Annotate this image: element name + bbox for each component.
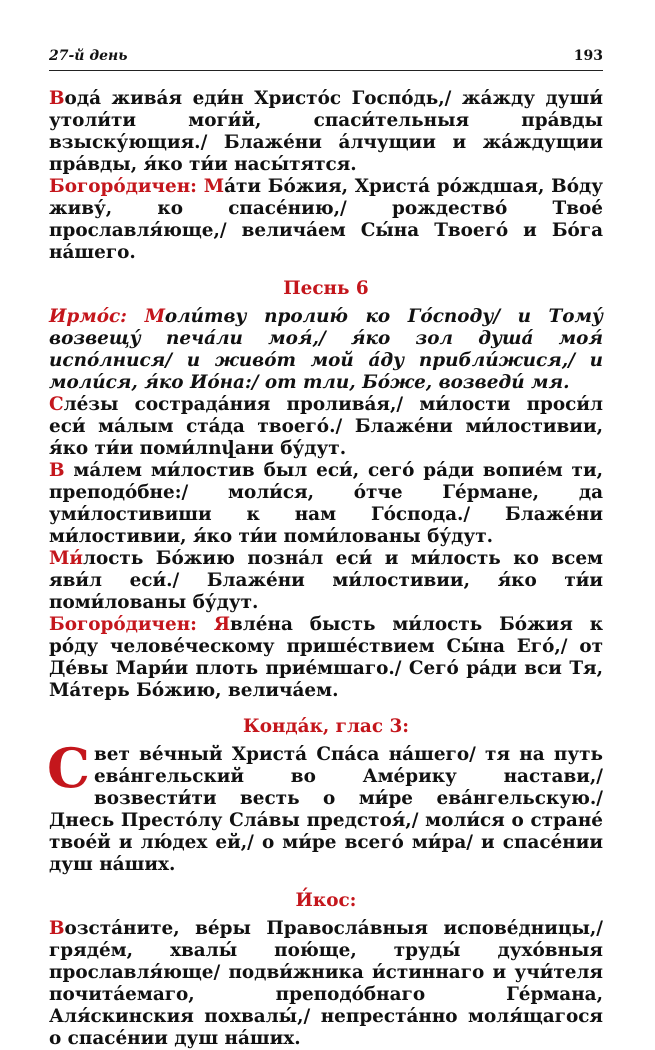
theotokion-1-text: а́ти Бо́жия, Христа́ ро́ждшая, Во́ду живу́, ко спасе́нию,/ рождество́ Твое́ прославля́юще,/ велича́ем Сы́на Твоего́ и Бо́га на́шего.	[49, 176, 603, 263]
theotokion-label: Богоро́дичен:	[49, 614, 197, 635]
ikos	[49, 918, 603, 1050]
theotokion-2-text: вле́на бысть ми́лость Бо́жия к ро́ду челове́ческому прише́ствием Сы́на Его́,/ от Де́вы Мари́и плоть прие́мшаго./ Сего́ ра́ди вси Тя, Ма́терь Бо́жию, велича́ем.	[49, 614, 603, 701]
troparion-3	[49, 460, 603, 548]
initial-letter: М	[144, 306, 165, 327]
ikos-text: озста́ните, ве́ры Правосла́вныя испове́дницы,/ гряде́м, хвалы́ пою́ще, труды́ духо́вныя прославля́юще/ подви́жника и́стиннаго и учи́теля почита́емаго, преподо́бнаго Ге́рмана, Аля́скинския похвалы́,/ непреста́нно моля́щагося о спасе́нии душ на́ших.	[49, 918, 603, 1049]
initial-letter: В	[49, 460, 65, 481]
troparion-2-text: ле́зы сострада́ния пролива́я,/ ми́лости проси́л еси́ ма́лым ста́да твоего́./ Блаже́ни ми́лостивии, я́ко ти́и поми́лովани бу́дут.	[49, 394, 603, 459]
initial-letter: М	[203, 176, 225, 197]
initial-letter: В	[49, 88, 65, 109]
initial-letter: С	[49, 394, 64, 415]
page-number: 193	[573, 48, 603, 64]
theotokion-1	[49, 176, 603, 264]
theotokion-2	[49, 614, 603, 702]
irmos	[49, 306, 603, 394]
troparion-1	[49, 88, 603, 176]
irmos-label: Ирмо́с:	[49, 306, 127, 327]
initial-letter: Ми́	[49, 548, 83, 569]
kontakion-text: вет ве́чный Христа́ Спа́са на́шего/ тя на путь ева́нгельский во Аме́рику настави,/ возвести́ти весть о ми́ре ева́нгельскую./ Днесь Престо́лу Сла́вы предстоя́,/ моли́ся о стране́ твое́й и лю́дех ей,/ о ми́ре всего́ ми́ра/ и спасе́нии душ на́ших.	[49, 744, 603, 875]
initial-letter: В	[49, 918, 65, 939]
day-label: 27-й день	[49, 48, 128, 64]
page-header	[49, 42, 603, 74]
theotokion-label: Богоро́дичен:	[49, 176, 197, 197]
irmos-text: оли́тву пролию́ ко Го́споду/ и Тому́ возвещу́ печа́ли моя́,/ я́ко зол душа́ моя́ испо́лнися/ и живо́т мой а́ду прибли́жися,/ и моли́ся, я́ко Ио́на:/ от тли, Бо́же, возведи́ мя.	[49, 306, 603, 393]
section-title-kontakion: Конда́к, глас 3:	[242, 716, 410, 737]
kontakion	[47, 736, 603, 876]
troparion-4-text: лость Бо́жию позна́л еси́ и ми́лость ко всем яви́л еси́./ Блаже́ни ми́лостивии, я́ко ти́и поми́лованы бу́дут.	[49, 548, 603, 613]
section-title-song-6: Песнь 6	[283, 278, 369, 299]
section-title-ikos: И́кос:	[295, 890, 357, 911]
header-rule	[49, 70, 603, 71]
troparion-1-text: ода́ жива́я еди́н Христо́с Госпо́дь,/ жа́жду души́ утоли́ти моги́й, спаси́тельныя пра́вды взыску́ющия./ Блаже́ни а́лчущии и жа́ждущии пра́вды, я́ко ти́и насы́тятся.	[49, 88, 603, 175]
text-body	[49, 88, 603, 1050]
initial-letter: Я	[213, 614, 231, 635]
drop-cap: С	[47, 736, 90, 800]
troparion-4	[49, 548, 603, 614]
troparion-3-text: ма́лем ми́лостив был еси́, сего́ ра́ди вопие́м ти, преподо́бне:/ моли́ся, о́тче Ге́рмане, да уми́лостивиши к нам Го́спода./ Блаже́ни ми́лостивии, я́ко ти́и поми́лованы бу́дут.	[49, 460, 603, 547]
troparion-2	[49, 394, 603, 460]
